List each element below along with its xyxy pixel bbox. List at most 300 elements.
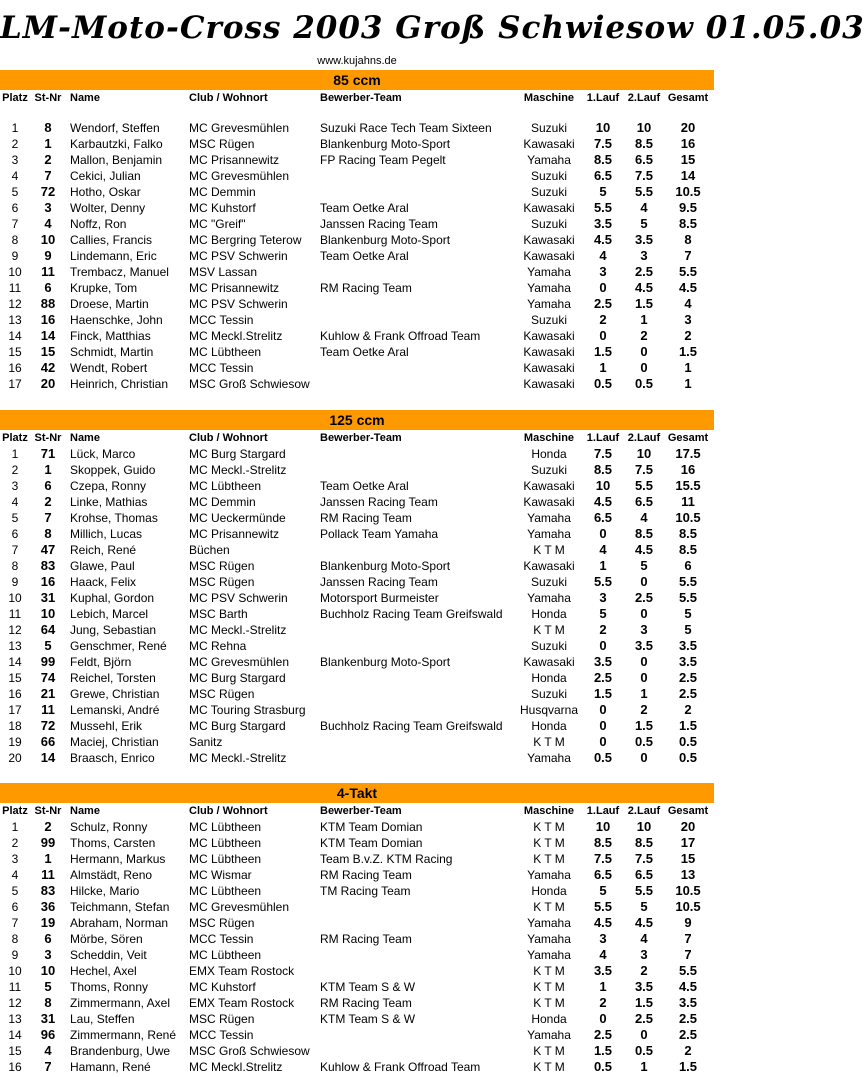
table-row [0, 376, 714, 392]
lauf2-cell: 0 [640, 654, 648, 669]
maschine-cell: Yamaha [527, 948, 571, 962]
gesamt-cell: 17.5 [675, 446, 701, 461]
section-title: 125 ccm [0, 410, 714, 430]
team-cell: RM Racing Team [320, 281, 412, 295]
gesamt-cell: 5.5 [678, 574, 698, 589]
table-row [0, 200, 714, 216]
lauf1-cell: 5.5 [593, 574, 613, 589]
lauf2-cell: 3 [640, 947, 648, 962]
lauf2-cell: 1 [640, 1059, 648, 1074]
table-row [0, 931, 714, 947]
lauf1-cell: 1.5 [593, 686, 613, 701]
column-header-maschine: Maschine [523, 432, 575, 444]
club-cell: MC Ueckermünde [189, 511, 286, 525]
lauf1-cell: 1 [599, 979, 607, 994]
table-row [0, 542, 714, 558]
table-row [0, 136, 714, 152]
lauf1-cell: 8.5 [593, 462, 613, 477]
lauf1-cell: 0 [599, 280, 607, 295]
team-cell: RM Racing Team [320, 996, 412, 1010]
gesamt-cell: 1 [684, 376, 692, 391]
name-cell: Droese, Martin [70, 297, 149, 311]
gesamt-cell: 5.5 [678, 963, 698, 978]
platz-cell: 3 [11, 153, 19, 167]
section-title: 4-Takt [0, 783, 714, 803]
gesamt-cell: 10.5 [675, 184, 701, 199]
lauf1-cell: 0.5 [593, 1059, 613, 1074]
lauf2-cell: 7.5 [634, 462, 654, 477]
lauf2-cell: 5 [640, 558, 648, 573]
table-row [0, 883, 714, 899]
lauf2-cell: 7.5 [634, 168, 654, 183]
table-row [0, 248, 714, 264]
lauf2-cell: 1.5 [634, 718, 654, 733]
stnr-cell: 42 [40, 360, 56, 375]
lauf2-cell: 7.5 [634, 851, 654, 866]
section-125ccm [0, 410, 714, 766]
gesamt-cell: 1.5 [678, 1059, 698, 1074]
name-cell: Haack, Felix [70, 575, 137, 589]
club-cell: MSC Rügen [189, 916, 255, 930]
maschine-cell: Kawasaki [523, 249, 575, 263]
maschine-cell: Honda [531, 447, 567, 461]
gesamt-cell: 2 [684, 328, 692, 343]
platz-cell: 11 [8, 281, 22, 295]
table-row [0, 494, 714, 510]
lauf2-cell: 0 [640, 606, 648, 621]
platz-cell: 3 [11, 479, 19, 493]
lauf2-cell: 5 [640, 216, 648, 231]
gesamt-cell: 14 [680, 168, 696, 183]
lauf1-cell: 2 [599, 995, 607, 1010]
maschine-cell: Honda [531, 1012, 567, 1026]
lauf2-cell: 8.5 [634, 835, 654, 850]
column-header-lauf2: 2.Lauf [627, 432, 661, 444]
stnr-cell: 66 [40, 734, 56, 749]
table-row [0, 851, 714, 867]
column-header-lauf2: 2.Lauf [627, 92, 661, 104]
platz-cell: 11 [8, 980, 22, 994]
team-cell: RM Racing Team [320, 511, 412, 525]
platz-cell: 16 [8, 687, 22, 701]
gesamt-cell: 8.5 [678, 216, 698, 231]
platz-cell: 5 [11, 511, 19, 525]
lauf2-cell: 2.5 [634, 1011, 654, 1026]
lauf2-cell: 5.5 [634, 184, 654, 199]
club-cell: MC Meckl.-Strelitz [189, 623, 287, 637]
column-header-lauf1: 1.Lauf [586, 432, 620, 444]
lauf2-cell: 0.5 [634, 734, 654, 749]
column-header-row [0, 90, 714, 106]
stnr-cell: 1 [44, 136, 52, 151]
platz-cell: 4 [11, 868, 19, 882]
gesamt-cell: 7 [684, 248, 692, 263]
club-cell: MSC Rügen [189, 575, 255, 589]
gesamt-cell: 15 [680, 152, 696, 167]
stnr-cell: 10 [40, 606, 56, 621]
maschine-cell: Yamaha [527, 868, 571, 882]
column-header-maschine: Maschine [523, 805, 575, 817]
table-row [0, 622, 714, 638]
club-cell: MC Prisannewitz [189, 281, 280, 295]
lauf1-cell: 2.5 [593, 670, 613, 685]
lauf2-cell: 0.5 [634, 1043, 654, 1058]
maschine-cell: Yamaha [527, 932, 571, 946]
lauf1-cell: 5.5 [593, 899, 613, 914]
maschine-cell: Honda [531, 719, 567, 733]
platz-cell: 8 [11, 559, 19, 573]
table-row [0, 915, 714, 931]
name-cell: Wolter, Denny [70, 201, 146, 215]
name-cell: Grewe, Christian [70, 687, 160, 701]
table-row [0, 1011, 714, 1027]
column-header-maschine: Maschine [523, 92, 575, 104]
club-cell: MC PSV Schwerin [189, 249, 288, 263]
gesamt-cell: 10.5 [675, 510, 701, 525]
table-row [0, 574, 714, 590]
team-cell: FP Racing Team Pegelt [320, 153, 446, 167]
name-cell: Lemanski, André [70, 703, 160, 717]
name-cell: Braasch, Enrico [70, 751, 155, 765]
platz-cell: 13 [8, 1012, 22, 1026]
lauf1-cell: 1 [599, 360, 607, 375]
table-row [0, 1027, 714, 1043]
platz-cell: 14 [8, 329, 22, 343]
platz-cell: 15 [8, 1044, 22, 1058]
name-cell: Skoppek, Guido [70, 463, 156, 477]
maschine-cell: Honda [531, 607, 567, 621]
maschine-cell: Husqvarna [519, 703, 579, 717]
stnr-cell: 6 [44, 478, 52, 493]
club-cell: MC Meckl.-Strelitz [189, 463, 287, 477]
platz-cell: 1 [11, 121, 19, 135]
table-row [0, 734, 714, 750]
maschine-cell: K T M [533, 852, 565, 866]
club-cell: MC Grevesmühlen [189, 900, 290, 914]
club-cell: MC Lübtheen [189, 479, 262, 493]
club-cell: MC Meckl.Strelitz [189, 329, 283, 343]
table-row [0, 867, 714, 883]
table-row [0, 558, 714, 574]
team-cell: Suzuki Race Tech Team Sixteen [320, 121, 492, 135]
platz-cell: 20 [8, 751, 22, 765]
lauf1-cell: 3.5 [593, 654, 613, 669]
name-cell: Lebich, Marcel [70, 607, 149, 621]
website-url: www.kujahns.de [317, 55, 397, 67]
maschine-cell: Yamaha [527, 153, 571, 167]
lauf1-cell: 7.5 [593, 446, 613, 461]
maschine-cell: K T M [533, 820, 565, 834]
table-row [0, 232, 714, 248]
lauf2-cell: 0 [640, 1027, 648, 1042]
gesamt-cell: 11 [681, 494, 695, 509]
name-cell: Glawe, Paul [70, 559, 135, 573]
stnr-cell: 2 [44, 819, 52, 834]
stnr-cell: 4 [44, 1043, 52, 1058]
stnr-cell: 31 [40, 590, 56, 605]
lauf2-cell: 0.5 [634, 376, 654, 391]
name-cell: Mörbe, Sören [70, 932, 143, 946]
name-cell: Callies, Francis [70, 233, 153, 247]
name-cell: Schulz, Ronny [70, 820, 148, 834]
platz-cell: 4 [11, 169, 19, 183]
maschine-cell: Suzuki [530, 575, 568, 589]
lauf1-cell: 2 [599, 312, 607, 327]
lauf2-cell: 10 [636, 120, 652, 135]
team-cell: Janssen Racing Team [320, 495, 438, 509]
maschine-cell: Suzuki [530, 169, 568, 183]
lauf1-cell: 3.5 [593, 216, 613, 231]
table-row [0, 606, 714, 622]
lauf1-cell: 3 [599, 931, 607, 946]
platz-cell: 6 [11, 900, 19, 914]
platz-cell: 19 [8, 735, 22, 749]
lauf2-cell: 6.5 [634, 152, 654, 167]
stnr-cell: 11 [41, 867, 55, 882]
club-cell: MCC Tessin [189, 313, 254, 327]
maschine-cell: Yamaha [527, 1028, 571, 1042]
club-cell: MC Grevesmühlen [189, 121, 290, 135]
club-cell: MC Lübtheen [189, 948, 262, 962]
name-cell: Haenschke, John [70, 313, 163, 327]
platz-cell: 10 [8, 964, 22, 978]
column-header-platz: Platz [2, 432, 28, 444]
column-header-row [0, 430, 714, 446]
maschine-cell: Suzuki [530, 185, 568, 199]
platz-cell: 4 [11, 495, 19, 509]
name-cell: Lück, Marco [70, 447, 136, 461]
gesamt-cell: 20 [680, 120, 696, 135]
platz-cell: 6 [11, 201, 19, 215]
column-header-gesamt: Gesamt [667, 432, 709, 444]
table-row [0, 947, 714, 963]
gesamt-cell: 16 [680, 136, 696, 151]
team-cell: Janssen Racing Team [320, 217, 438, 231]
table-row [0, 1059, 714, 1075]
team-cell: KTM Team Domian [320, 820, 423, 834]
table-row [0, 963, 714, 979]
stnr-cell: 10 [40, 963, 56, 978]
stnr-cell: 83 [40, 883, 56, 898]
stnr-cell: 31 [40, 1011, 56, 1026]
stnr-cell: 8 [44, 120, 52, 135]
name-cell: Maciej, Christian [70, 735, 159, 749]
name-cell: Millich, Lucas [70, 527, 143, 541]
lauf1-cell: 1 [599, 558, 607, 573]
team-cell: TM Racing Team [320, 884, 411, 898]
club-cell: MSC Barth [189, 607, 248, 621]
gesamt-cell: 5.5 [678, 264, 698, 279]
column-header-team: Bewerber-Team [320, 432, 402, 444]
club-cell: EMX Team Rostock [189, 996, 295, 1010]
column-header-team: Bewerber-Team [320, 805, 402, 817]
maschine-cell: Kawasaki [523, 655, 575, 669]
header-spacer [0, 106, 714, 120]
platz-cell: 5 [11, 185, 19, 199]
table-row [0, 750, 714, 766]
stnr-cell: 2 [44, 152, 52, 167]
stnr-cell: 74 [40, 670, 56, 685]
name-cell: Jung, Sebastian [70, 623, 157, 637]
gesamt-cell: 4.5 [678, 979, 698, 994]
table-row [0, 478, 714, 494]
table-row [0, 670, 714, 686]
stnr-cell: 3 [44, 947, 52, 962]
lauf1-cell: 4.5 [593, 494, 613, 509]
club-cell: MC Grevesmühlen [189, 169, 290, 183]
gesamt-cell: 5 [684, 606, 692, 621]
name-cell: Schmidt, Martin [70, 345, 154, 359]
lauf1-cell: 0 [599, 328, 607, 343]
team-cell: Team Oetke Aral [320, 479, 409, 493]
table-row [0, 296, 714, 312]
stnr-cell: 14 [40, 750, 56, 765]
lauf2-cell: 8.5 [634, 526, 654, 541]
club-cell: MC Lübtheen [189, 836, 262, 850]
platz-cell: 2 [11, 137, 19, 151]
gesamt-cell: 3.5 [678, 638, 698, 653]
gesamt-cell: 8 [684, 232, 692, 247]
club-cell: MSC Rügen [189, 559, 255, 573]
platz-cell: 12 [8, 996, 22, 1010]
name-cell: Wendt, Robert [70, 361, 148, 375]
table-row [0, 216, 714, 232]
stnr-cell: 47 [40, 542, 56, 557]
maschine-cell: K T M [533, 836, 565, 850]
team-cell: Team Oetke Aral [320, 201, 409, 215]
maschine-cell: Kawasaki [523, 345, 575, 359]
lauf2-cell: 4.5 [634, 915, 654, 930]
platz-cell: 14 [8, 1028, 22, 1042]
maschine-cell: K T M [533, 735, 565, 749]
lauf2-cell: 2 [640, 963, 648, 978]
platz-cell: 7 [11, 217, 19, 231]
column-header-club: Club / Wohnort [189, 92, 268, 104]
team-cell: Pollack Team Yamaha [320, 527, 439, 541]
club-cell: MC Touring Strasburg [189, 703, 306, 717]
name-cell: Lindemann, Eric [70, 249, 157, 263]
name-cell: Finck, Matthias [70, 329, 151, 343]
lauf2-cell: 1.5 [634, 296, 654, 311]
name-cell: Kuphal, Gordon [70, 591, 155, 605]
stnr-cell: 21 [40, 686, 56, 701]
column-header-platz: Platz [2, 92, 28, 104]
name-cell: Reichel, Torsten [70, 671, 156, 685]
club-cell: MSC Groß Schwiesow [189, 377, 310, 391]
section-title: 85 ccm [0, 70, 714, 90]
platz-cell: 8 [11, 932, 19, 946]
name-cell: Hotho, Oskar [70, 185, 141, 199]
table-row [0, 184, 714, 200]
club-cell: MC Lübtheen [189, 852, 262, 866]
lauf2-cell: 0 [640, 750, 648, 765]
club-cell: MC Prisannewitz [189, 527, 280, 541]
platz-cell: 12 [8, 623, 22, 637]
section-85ccm [0, 70, 714, 392]
table-row [0, 835, 714, 851]
name-cell: Trembacz, Manuel [70, 265, 169, 279]
club-cell: Büchen [189, 543, 230, 557]
lauf1-cell: 3.5 [593, 963, 613, 978]
lauf2-cell: 0 [640, 670, 648, 685]
lauf1-cell: 4 [599, 542, 607, 557]
club-cell: MC Burg Stargard [189, 671, 286, 685]
lauf1-cell: 1.5 [593, 1043, 613, 1058]
maschine-cell: Yamaha [527, 281, 571, 295]
lauf1-cell: 7.5 [593, 136, 613, 151]
name-cell: Teichmann, Stefan [70, 900, 170, 914]
stnr-cell: 2 [44, 494, 52, 509]
lauf2-cell: 2.5 [634, 264, 654, 279]
lauf2-cell: 2 [640, 702, 648, 717]
gesamt-cell: 20 [680, 819, 696, 834]
gesamt-cell: 15 [680, 851, 696, 866]
stnr-cell: 11 [41, 702, 55, 717]
lauf2-cell: 3 [640, 622, 648, 637]
lauf1-cell: 5 [599, 606, 607, 621]
lauf2-cell: 3.5 [634, 979, 654, 994]
gesamt-cell: 3 [684, 312, 692, 327]
maschine-cell: K T M [533, 543, 565, 557]
lauf2-cell: 4 [640, 931, 648, 946]
platz-cell: 17 [8, 377, 22, 391]
stnr-cell: 16 [40, 574, 56, 589]
page-title: LM-Moto-Cross 2003 Groß Schwiesow 01.05.03 [0, 10, 865, 46]
lauf1-cell: 6.5 [593, 510, 613, 525]
team-cell: Kuhlow & Frank Offroad Team [320, 1060, 481, 1074]
name-cell: Linke, Mathias [70, 495, 148, 509]
name-cell: Zimmermann, Axel [70, 996, 171, 1010]
maschine-cell: Kawasaki [523, 377, 575, 391]
table-row [0, 168, 714, 184]
gesamt-cell: 0.5 [678, 734, 698, 749]
platz-cell: 16 [8, 361, 22, 375]
club-cell: MC Demmin [189, 185, 256, 199]
lauf1-cell: 6.5 [593, 168, 613, 183]
name-cell: Heinrich, Christian [70, 377, 169, 391]
lauf2-cell: 4.5 [634, 280, 654, 295]
name-cell: Hechel, Axel [70, 964, 137, 978]
stnr-cell: 1 [44, 462, 52, 477]
column-header-club: Club / Wohnort [189, 432, 268, 444]
lauf1-cell: 0 [599, 718, 607, 733]
club-cell: MC Grevesmühlen [189, 655, 290, 669]
platz-cell: 3 [11, 852, 19, 866]
lauf1-cell: 2.5 [593, 1027, 613, 1042]
lauf1-cell: 4 [599, 947, 607, 962]
platz-cell: 10 [8, 265, 22, 279]
stnr-cell: 15 [40, 344, 56, 359]
lauf1-cell: 2.5 [593, 296, 613, 311]
table-row [0, 120, 714, 136]
stnr-cell: 3 [44, 200, 52, 215]
lauf1-cell: 6.5 [593, 867, 613, 882]
name-cell: Reich, René [70, 543, 137, 557]
platz-cell: 15 [8, 671, 22, 685]
club-cell: EMX Team Rostock [189, 964, 295, 978]
stnr-cell: 7 [44, 510, 52, 525]
table-row [0, 264, 714, 280]
lauf1-cell: 7.5 [593, 851, 613, 866]
lauf2-cell: 2.5 [634, 590, 654, 605]
maschine-cell: Suzuki [530, 121, 568, 135]
table-row [0, 280, 714, 296]
gesamt-cell: 5 [684, 622, 692, 637]
club-cell: Sanitz [189, 735, 223, 749]
maschine-cell: Kawasaki [523, 137, 575, 151]
stnr-cell: 5 [44, 979, 52, 994]
maschine-cell: K T M [533, 980, 565, 994]
